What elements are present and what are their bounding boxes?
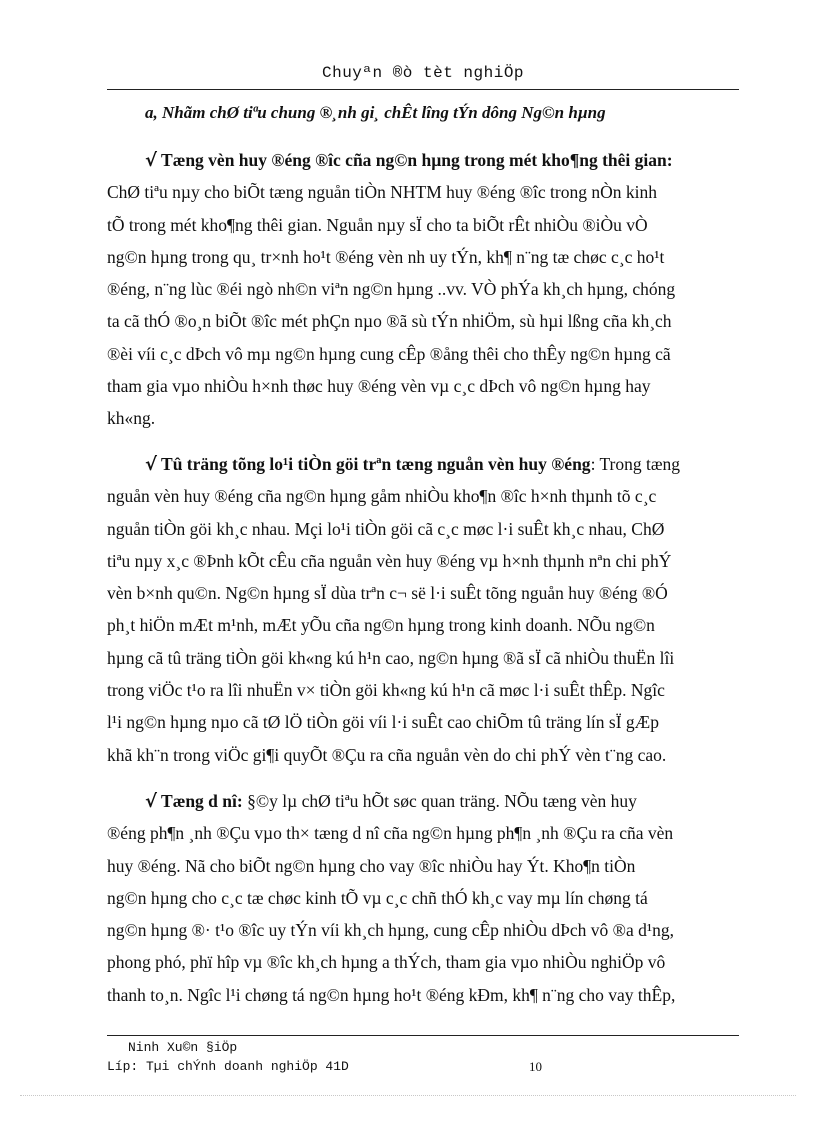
- paragraph-line: ta cã thÓ ®o¸n biÕt ®îc mét phÇn nµo ®ã sù tÝn nhiÖm, sù hµi lßng cña kh¸ch: [107, 311, 672, 332]
- page-header-title: Chuyªn ®ò tèt nghiÖp: [321, 64, 525, 82]
- paragraph-lead-line: [107, 785, 739, 817]
- page-number: 10: [529, 1059, 542, 1074]
- paragraph-line: vèn b×nh qu©n. Ng©n hµng sÏ dùa trªn c¬ së l·i suÊt tõng nguån huy ®éng ®Ó: [107, 583, 668, 604]
- paragraph-lead: Tæng vèn huy ®éng ®îc cña ng©n hµng trong mét kho¶ng thêi gian:: [161, 150, 673, 170]
- paragraph-line: khã kh¨n trong viÖc gi¶i quyÕt ®Çu ra cña nguån vèn do chi phÝ vèn t¨ng cao.: [107, 744, 667, 765]
- paragraph-lead: Tû träng tõng lo¹i tiÒn göi trªn tæng nguån vèn huy ®éng: [161, 454, 591, 474]
- paragraph-lead: Tæng d nî:: [161, 791, 243, 811]
- section-subheading: a, Nhãm chØ tiªu chung ®¸nh gi¸ chÊt lîng tÝn dông Ng©n hµng: [145, 103, 606, 122]
- paragraph-line: phong phó, phï hîp vµ ®îc kh¸ch hµng a thÝch, tham gia vµo nhiÒu nghiÖp vô: [107, 952, 666, 973]
- paragraph-line: ChØ tiªu nµy cho biÕt tæng nguån tiÒn NHTM huy ®éng ®îc trong nÒn kinh: [107, 182, 657, 203]
- paragraph-line: nguån vèn huy ®éng cña ng©n hµng gåm nhiÒu kho¶n ®îc h×nh thµnh tõ c¸c: [107, 486, 657, 507]
- footer-author: Ninh Xu©n §iÖp: [128, 1040, 238, 1055]
- paragraph-deposit-share: [107, 448, 739, 771]
- paragraph-line: nguån tiÒn göi kh¸c nhau. Mçi lo¹i tiÒn göi cã c¸c møc l·i suÊt kh¸c nhau, ChØ: [107, 518, 665, 539]
- checkmark-icon: √: [145, 791, 158, 812]
- checkmark-icon: √: [145, 150, 158, 171]
- paragraph-lead-line: [107, 144, 739, 176]
- paragraph-line: tÕ trong mét kho¶ng thêi gian. Nguån nµy sÏ cho ta biÕt rÊt nhiÒu ®iÒu vÒ: [107, 214, 648, 235]
- footer-class: Líp: Tµi chÝnh doanh nghiÖp 41D: [107, 1059, 349, 1074]
- paragraph-line: kh«ng.: [107, 408, 156, 429]
- paragraph-line: ng©n hµng cho c¸c tæ chøc kinh tÕ vµ c¸c chñ thÓ kh¸c vay mµ lín chøng tá: [107, 887, 648, 908]
- paragraph-line: ph¸t hiÖn mÆt m¹nh, mÆt yÕu cña ng©n hµng trong kinh doanh. NÕu ng©n: [107, 615, 655, 636]
- checkmark-icon: √: [145, 454, 158, 475]
- header-divider: [107, 89, 739, 90]
- page-edge-divider: [20, 1095, 796, 1096]
- paragraph-line: hµng cã tû träng tiÒn göi kh«ng kú h¹n cao, ng©n hµng ®ã sÏ cã nhiÒu thuËn lîi: [107, 647, 675, 668]
- paragraph-total-deposits: [107, 144, 739, 435]
- paragraph-line: l¹i ng©n hµng nµo cã tØ lÖ tiÒn göi víi l·i suÊt cao chiÕm tû träng lín sÏ gÆp: [107, 712, 659, 733]
- paragraph-lead-rest: §©y lµ chØ tiªu hÕt søc quan träng. NÕu tæng vèn huy: [242, 791, 637, 811]
- paragraph-lead-rest: : Trong tæng: [590, 454, 681, 474]
- paragraph-lead-line: [107, 448, 739, 480]
- paragraph-line: huy ®éng. Nã cho biÕt ng©n hµng cho vay ®îc nhiÒu hay Ýt. Kho¶n tiÒn: [107, 855, 636, 876]
- paragraph-line: tiªu nµy x¸c ®Þnh kÕt cÊu cña nguån vèn huy ®éng vµ h×nh thµnh nªn chi phÝ: [107, 550, 672, 571]
- paragraph-line: ng©n hµng ®· t¹o ®îc uy tÝn víi kh¸ch hµng, cung cÊp nhiÒu dÞch vô ®a d¹ng,: [107, 920, 674, 941]
- paragraph-line: ®éng, n¨ng lùc ®éi ngò nh©n viªn ng©n hµng ..vv. VÒ phÝa kh¸ch hµng, chóng: [107, 279, 676, 300]
- paragraph-line: tham gia vµo nhiÒu h×nh thøc huy ®éng vèn vµ c¸c dÞch vô ng©n hµng hay: [107, 376, 651, 397]
- paragraph-line: trong viÖc t¹o ra lîi nhuËn v× tiÒn göi kh«ng kú h¹n cã møc l·i suÊt thÊp. Ngîc: [107, 680, 665, 701]
- paragraph-line: ng©n hµng trong qu¸ tr×nh ho¹t ®éng vèn nh uy tÝn, kh¶ n¨ng tæ chøc c¸c ho¹t: [107, 246, 665, 267]
- footer-divider: [107, 1035, 739, 1036]
- paragraph-total-loans: [107, 785, 739, 1011]
- paragraph-line: ®èi víi c¸c dÞch vô mµ ng©n hµng cung cÊp ®ång thêi cho thÊy ng©n hµng cã: [107, 343, 671, 364]
- paragraph-line: ®éng ph¶n ¸nh ®Çu vµo th× tæng d nî cña ng©n hµng ph¶n ¸nh ®Çu ra cña vèn: [107, 823, 674, 844]
- paragraph-line: thanh to¸n. Ngîc l¹i chøng tá ng©n hµng ho¹t ®éng kÐm, kh¶ n¨ng cho vay thÊp,: [107, 984, 676, 1005]
